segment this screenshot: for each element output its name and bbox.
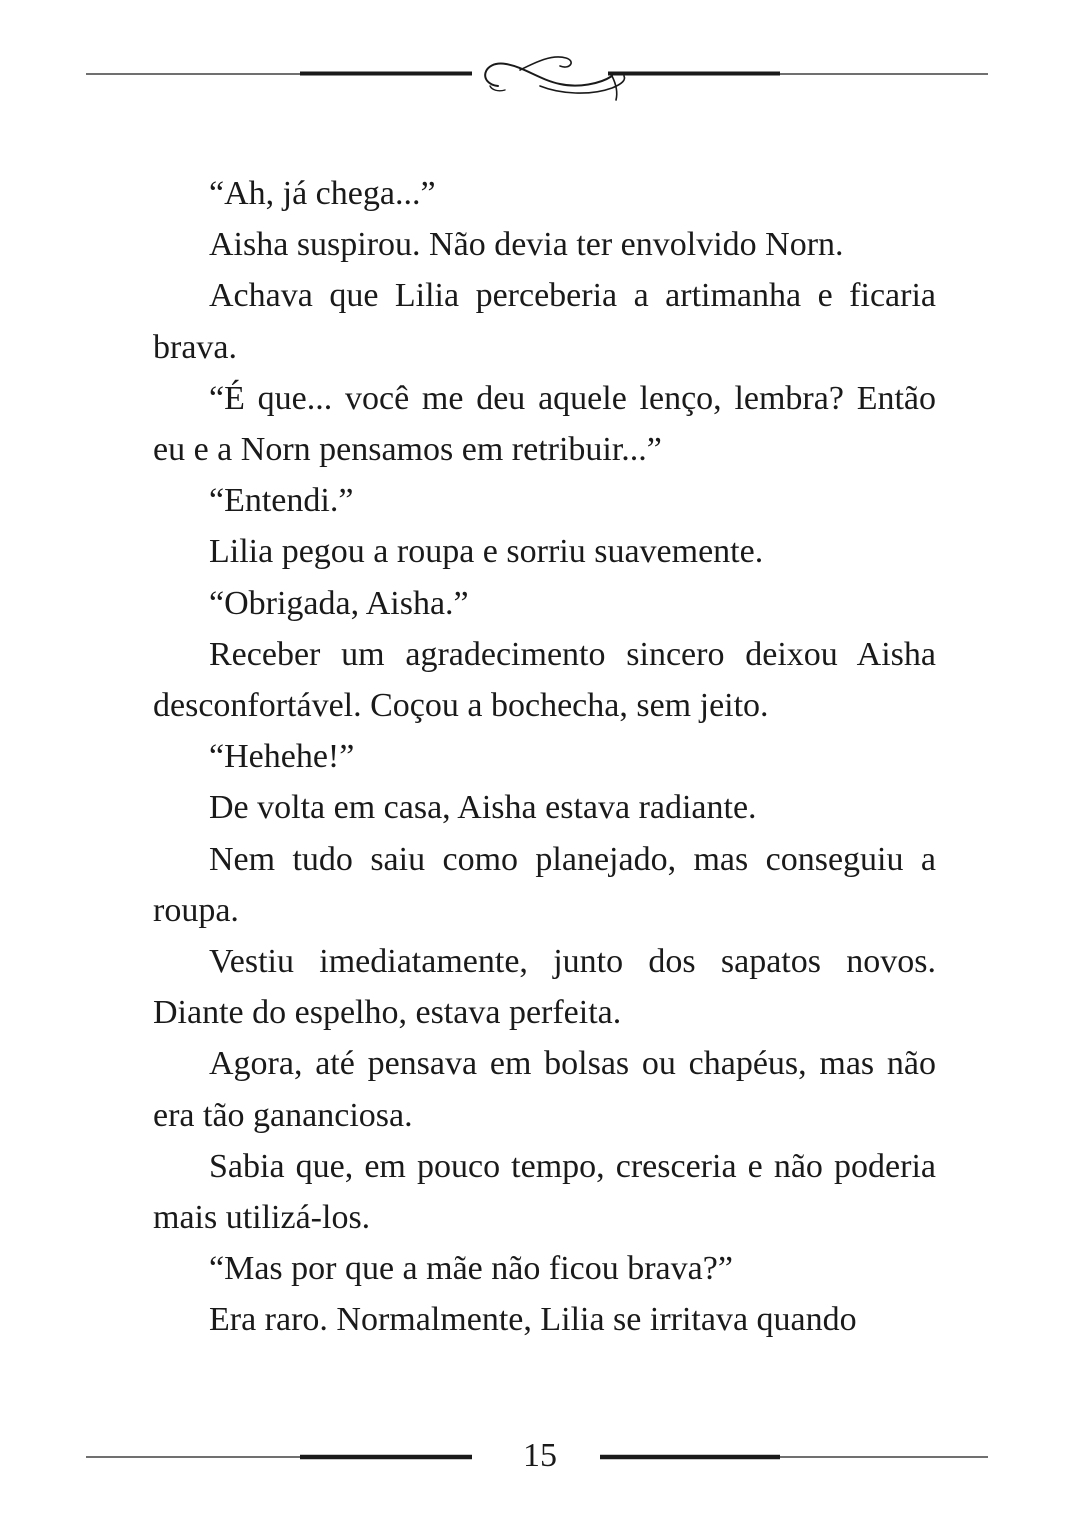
paragraph: Achava que Lilia perceberia a artimanha e ficaria brava.	[153, 277, 936, 366]
paragraph: “Entendi.”	[209, 482, 354, 520]
header-ornament	[0, 40, 1080, 110]
paragraph: Sabia que, em pouco tempo, cresceria e não poderia mais utilizá-los.	[153, 1147, 936, 1237]
paragraph: “Mas por que a mãe não ficou brava?”	[209, 1250, 733, 1288]
paragraph: Lilia pegou a roupa e sorriu suavemente.	[209, 533, 764, 571]
paragraph: Receber um agradecimento sincero deixou Aisha desconfortável. Coçou a bochecha, sem jeito.	[153, 635, 936, 725]
flourish-ornament-icon	[485, 57, 624, 100]
paragraph: “Hehehe!”	[209, 738, 355, 776]
paragraph: “Ah, já chega...”	[209, 175, 436, 212]
page-number: 15	[523, 1437, 557, 1474]
paragraph: De volta em casa, Aisha estava radiante.	[209, 789, 757, 827]
paragraph: Era raro. Normalmente, Lilia se irritava quando	[209, 1301, 857, 1339]
paragraph: Agora, até pensava em bolsas ou chapéus, mas não era tão gananciosa.	[153, 1045, 936, 1134]
paragraph: “É que... você me deu aquele lenço, lembra? Então eu e a Norn pensamos em retribuir...”	[153, 379, 936, 469]
paragraph: Vestiu imediatamente, junto dos sapatos novos. Diante do espelho, estava perfeita.	[153, 943, 936, 1032]
paragraph: Nem tudo saiu como planejado, mas conseguiu a roupa.	[153, 840, 936, 929]
paragraph: Aisha suspirou. Não devia ter envolvido Norn.	[209, 226, 844, 264]
body-text	[153, 168, 936, 1346]
paragraph: “Obrigada, Aisha.”	[209, 584, 469, 622]
